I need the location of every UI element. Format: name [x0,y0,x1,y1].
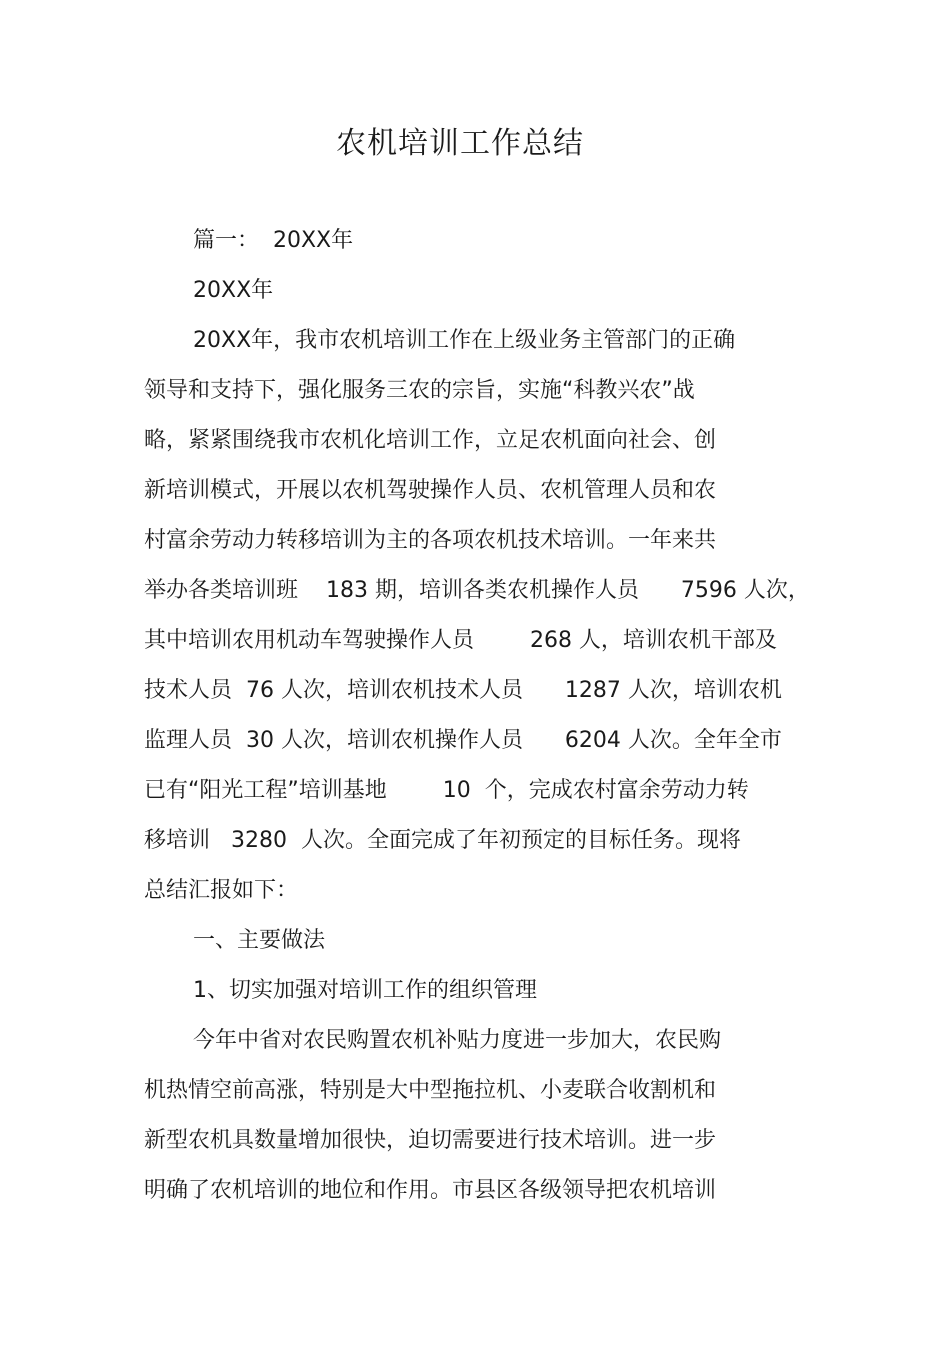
paragraph-line: 领导和支持下，强化服务三农的宗旨，实施“科教兴农”战 [144,378,695,403]
paragraph-line: 20XX年，我市农机培训工作在上级业务主管部门的正确 [193,328,736,353]
paragraph-line: 机热情空前高涨，特别是大中型拖拉机、小麦联合收割机和 [144,1078,717,1103]
subsection-heading: 1、切实加强对培训工作的组织管理 [193,978,537,1003]
paragraph-line: 已有“阳光工程”培训基地 10 个，完成农村富余劳动力转 [144,778,749,803]
paragraph-line: 其中培训农用机动车驾驶操作人员 268 人，培训农机干部及 [144,628,777,653]
paragraph-line: 移培训 3280 人次。全面完成了年初预定的目标任务。现将 [144,828,741,853]
paragraph-line: 举办各类培训班 183 期，培训各类农机操作人员 7596 人次， [144,578,810,603]
paragraph-line: 总结汇报如下： [144,878,299,903]
paragraph-line: 村富余劳动力转移培训为主的各项农机技术培训。一年来共 [144,528,717,553]
paragraph-line: 监理人员 30 人次，培训农机操作人员 6204 人次。全年全市 [144,728,782,753]
paragraph-line: 新型农机具数量增加很快，迫切需要进行技术培训。进一步 [144,1128,717,1153]
document-title: 农机培训工作总结 [336,126,584,161]
paragraph-line: 新培训模式，开展以农机驾驶操作人员、农机管理人员和农 [144,478,717,503]
paragraph-line: 略，紧紧围绕我市农机化培训工作，立足农机面向社会、创 [144,428,717,453]
paragraph-line: 明确了农机培训的地位和作用。市县区各级领导把农机培训 [144,1178,717,1203]
year-heading: 20XX年 [193,278,274,303]
paragraph-line: 今年中省对农民购置农机补贴力度进一步加大，农民购 [193,1028,722,1053]
section-heading-main-practices: 一、主要做法 [193,928,326,953]
paragraph-line: 技术人员 76 人次，培训农机技术人员 1287 人次，培训农机 [144,678,782,703]
section-heading-part-one: 篇一： 20XX年 [193,228,354,253]
